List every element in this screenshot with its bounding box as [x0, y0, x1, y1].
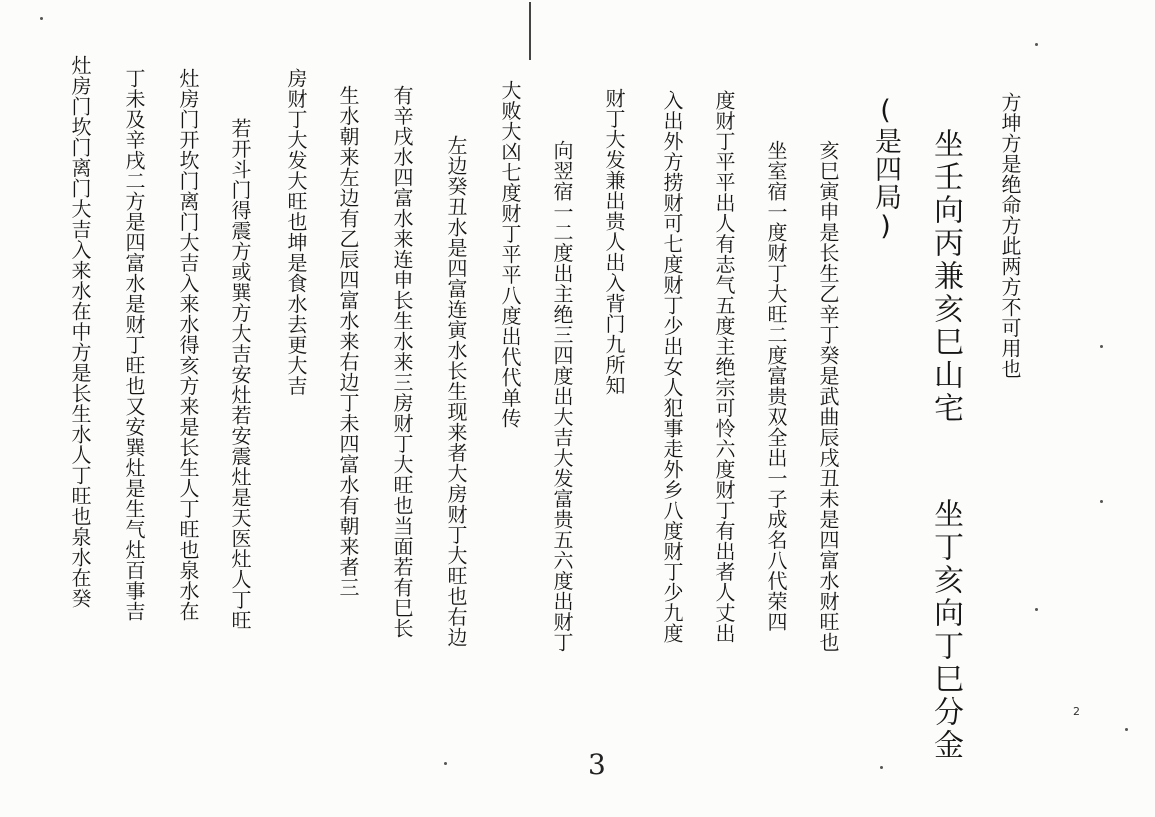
scan-speck: [1035, 608, 1038, 611]
scan-speck: [40, 17, 43, 20]
corner-mark: 2: [1073, 705, 1080, 718]
body-column-2: 坐室宿一度财丁大旺二度富贵双全出一子成名八代荣四: [764, 140, 788, 632]
top-note: 方坤方是绝命方此两方不可用也: [998, 92, 1022, 379]
title-line-2: 坐丁亥向丁巳分金: [928, 498, 963, 762]
scan-speck: [1035, 43, 1038, 46]
body-column-10: 生水朝来左边有乙辰四富水来右边丁未四富水有朝来者三: [336, 85, 360, 598]
body-column-9: 有辛戌水四富水来连申长生水来三房财丁大旺也当面若有巳长: [390, 85, 414, 639]
body-column-15: 灶房门坎门离门大吉入来水在中方是长生水人丁旺也泉水在癸: [68, 55, 92, 609]
scan-speck: [1100, 345, 1103, 348]
body-column-3: 度财丁平平出人有志气五度主绝宗可怜六度财丁有出者人丈出: [712, 90, 736, 644]
body-column-13: 灶房门开坎门离门大吉入来水得亥方来是长生人丁旺也泉水在: [176, 68, 200, 622]
title-line-1: 坐壬向丙兼亥巳山宅: [928, 128, 963, 425]
body-column-8: 左边癸丑水是四富连寅水长生现来者大房财丁大旺也右边: [444, 135, 468, 648]
scan-speck: [1100, 500, 1103, 503]
scan-speck: [444, 762, 447, 765]
body-column-1: 亥巳寅申是长生乙辛丁癸是武曲辰戌丑未是四富水财旺也: [816, 140, 840, 653]
body-column-11: 房财丁大发大旺也坤是食水去更大吉: [284, 68, 308, 396]
scan-speck: [880, 766, 883, 769]
bureau-label: (是四局): [870, 95, 901, 243]
body-column-4: 入出外方捞财可七度财丁少出女人犯事走外乡八度财丁少九度: [660, 90, 684, 644]
body-column-14: 丁未及辛戌二方是四富水是财丁旺也又安巽灶是生气灶百事吉: [122, 68, 146, 622]
body-column-12: 若开斗门得震方或巽方大吉安灶若安震灶是天医灶人丁旺: [228, 118, 252, 631]
binding-fold-mark: [529, 2, 531, 60]
scan-speck: [1125, 728, 1128, 731]
body-column-6: 向翌宿一二度出主绝三四度出大吉大发富贵五六度出财丁: [550, 140, 574, 653]
body-column-5: 财丁大发兼出贵人出入背门九所知: [602, 88, 626, 396]
body-column-7: 大败大凶七度财丁平平八度出代代单传: [498, 80, 522, 429]
page-number: 3: [588, 748, 606, 781]
